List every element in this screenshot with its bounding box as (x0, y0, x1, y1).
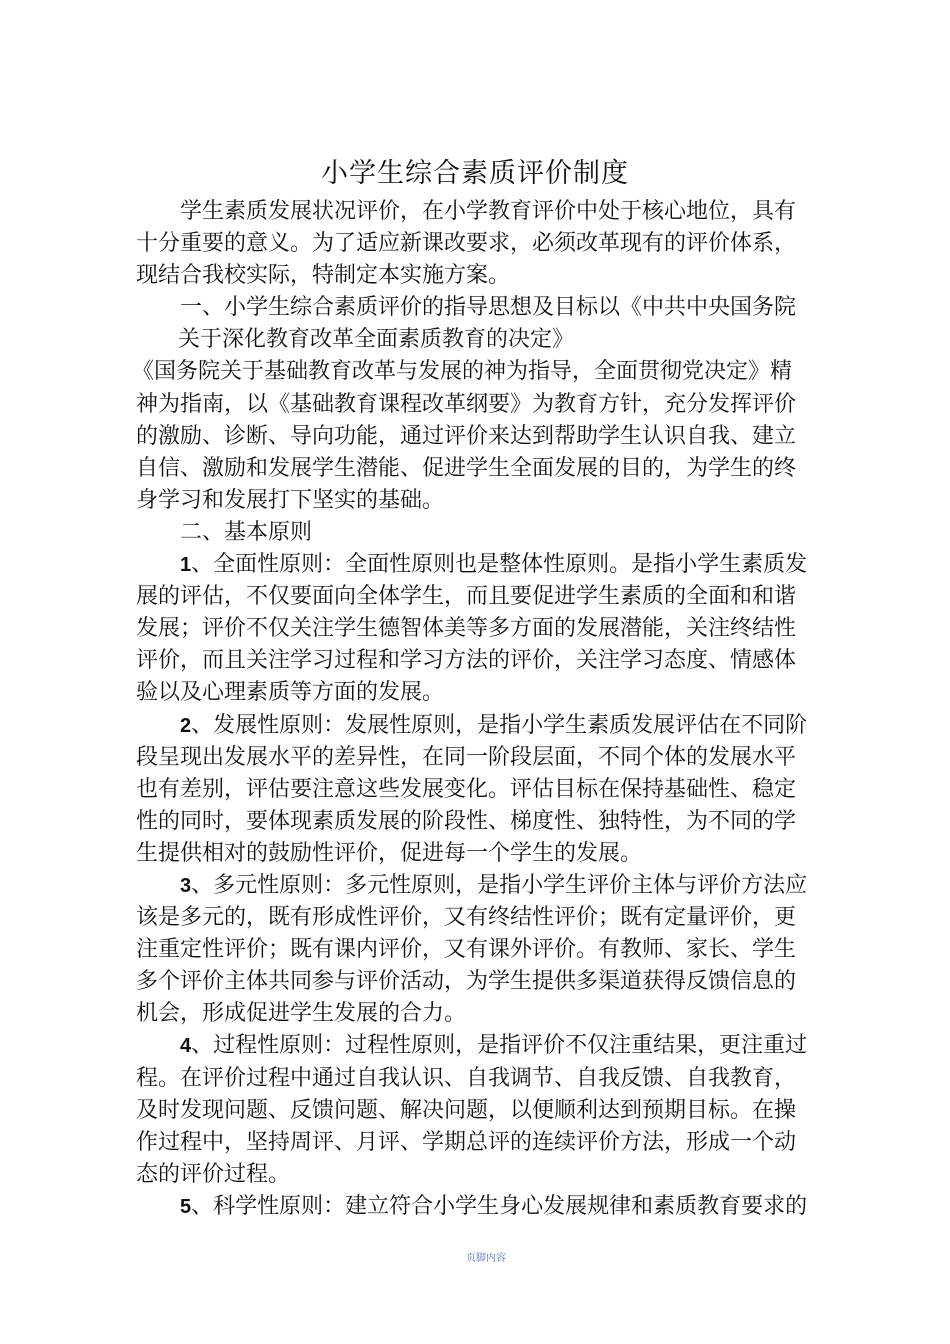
line-text: 神为指南，以《基础教育课程改革纲要》为教育方针，充分发挥评价 (136, 391, 797, 417)
text-line (136, 549, 836, 581)
item-number: 4 (180, 1035, 192, 1058)
line-text: 该是多元的，既有形成性评价，又有终结性评价；既有定量评价，更 (136, 905, 797, 931)
line-text: 、多元性原则：多元性原则，是指小学生评价主体与评价方法应 (191, 872, 808, 898)
line-text: 一、小学生综合素质评价的指导思想及目标以《中共中央国务院 (180, 295, 797, 321)
text-line (136, 196, 836, 228)
text-line (136, 966, 836, 998)
text-line (136, 902, 836, 934)
text-line (136, 1159, 836, 1191)
text-line (136, 645, 836, 677)
line-text: 生提供相对的鼓励性评价，促进每一个学生的发展。 (136, 840, 643, 866)
line-text: 机会，形成促进学生发展的合力。 (136, 1001, 467, 1027)
text-line (136, 485, 836, 517)
text-line (136, 1191, 836, 1223)
text-line (132, 356, 836, 388)
text-line (136, 389, 836, 421)
line-text: 验以及心理素质等方面的发展。 (136, 680, 445, 706)
text-line (136, 453, 836, 485)
line-text: 、全面性原则：全面性原则也是整体性原则。是指小学生素质发 (191, 552, 808, 578)
line-text: 发展；评价不仅关注学生德智体美等多方面的发展潜能，关注终结性 (136, 616, 797, 642)
text-line (136, 806, 836, 838)
line-text: 现结合我校实际，特制定本实施方案。 (136, 263, 511, 289)
line-text: 自信、激励和发展学生潜能、促进学生全面发展的目的，为学生的终 (136, 455, 797, 481)
text-line (136, 1030, 836, 1062)
text-line (136, 838, 836, 870)
text-line (136, 1063, 836, 1095)
line-text: 及时发现问题、反馈问题、解决问题，以便顺利达到预期目标。在操 (136, 1097, 797, 1123)
line-text: 关于深化教育改革全面素质教育的决定》 (178, 327, 575, 353)
line-text: 评价，而且关注学习过程和学习方法的评价，关注学习态度、情感体 (136, 648, 797, 674)
line-text: 程。在评价过程中通过自我认识、自我调节、自我反馈、自我教育， (136, 1065, 797, 1091)
item-number: 5 (180, 1195, 192, 1218)
text-line (136, 742, 836, 774)
page-footer: 页脚内容 (466, 1253, 506, 1264)
line-text: 十分重要的意义。为了适应新课改要求，必须改革现有的评价体系， (136, 231, 797, 257)
line-text: 《国务院关于基础教育改革与发展的神为指导，全面贯彻党决定》精 (132, 359, 793, 385)
line-text: 也有差别，评估要注意这些发展变化。评估目标在保持基础性、稳定 (136, 776, 797, 802)
line-text: 、过程性原则：过程性原则，是指评价不仅注重结果，更注重过 (191, 1033, 808, 1059)
item-number: 1 (180, 554, 192, 577)
line-text: 性的同时，要体现素质发展的阶段性、梯度性、独特性，为不同的学 (136, 808, 797, 834)
line-text: 学生素质发展状况评价，在小学教育评价中处于核心地位，具有 (180, 199, 797, 224)
text-line (136, 613, 836, 645)
text-line (136, 517, 836, 549)
text-line (136, 998, 836, 1030)
item-number: 2 (180, 714, 192, 737)
text-line (136, 1095, 836, 1127)
line-text: 的激励、诊断、导向功能，通过评价来达到帮助学生认识自我、建立 (136, 423, 797, 449)
line-text: 多个评价主体共同参与评价活动，为学生提供多渠道获得反馈信息的 (136, 969, 797, 995)
line-text: 、发展性原则：发展性原则，是指小学生素质发展评估在不同阶 (191, 712, 808, 738)
text-line (136, 228, 836, 260)
line-text: 二、基本原则 (180, 519, 313, 545)
line-text: 、科学性原则：建立符合小学生身心发展规律和素质教育要求的 (191, 1193, 808, 1219)
text-line (136, 292, 836, 324)
line-text: 身学习和发展打下坚实的基础。 (136, 487, 445, 513)
document-body (132, 196, 836, 1223)
text-line (136, 870, 836, 902)
line-text: 展的评估，不仅要面向全体学生，而且要促进学生素质的全面和和谐 (136, 584, 797, 610)
text-line (136, 710, 836, 742)
line-text: 注重定性评价；既有课内评价，又有课外评价。有教师、家长、学生 (136, 937, 797, 963)
item-number: 3 (180, 874, 192, 897)
text-line (136, 934, 836, 966)
line-text: 作过程中，坚持周评、月评、学期总评的连续评价方法，形成一个动 (136, 1129, 797, 1155)
text-line (136, 1127, 836, 1159)
text-line (136, 677, 836, 709)
document-title: 小学生综合素质评价制度 (321, 158, 629, 189)
text-line (136, 260, 836, 292)
line-text: 段呈现出发展水平的差异性，在同一阶段层面，不同个体的发展水平 (136, 744, 797, 770)
text-line (136, 324, 836, 356)
text-line (136, 581, 836, 613)
text-line (136, 774, 836, 806)
line-text: 态的评价过程。 (136, 1161, 291, 1187)
text-line (136, 421, 836, 453)
